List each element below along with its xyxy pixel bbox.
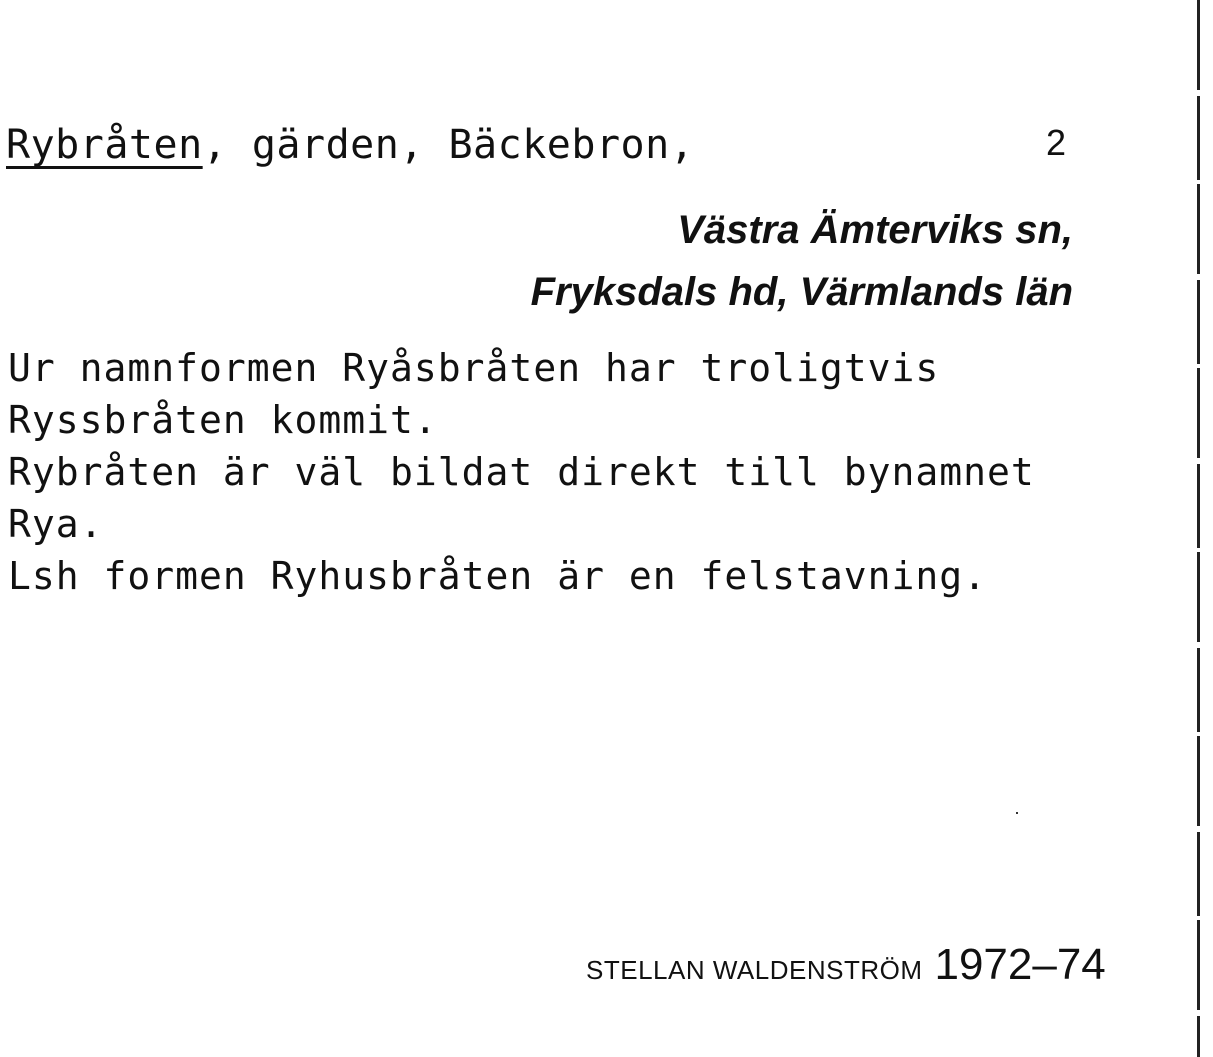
card-edge-divider [1197,0,1200,1057]
body-line: Lsh formen Ryhusbråten är en felstavning. [8,554,987,598]
signature-years: 1972–74 [934,940,1106,989]
place-name: Rybråten [6,122,203,168]
body-line: Ryssbråten kommit. [8,398,438,442]
body-line: Ur namnformen Ryåsbråten har troligtvis [8,346,940,390]
card-number: 2 [1046,122,1067,163]
card-body [8,342,1035,602]
location-county: Fryksdals hd, Värmlands län [530,270,1073,314]
signature-name: STELLAN WALDENSTRÖM [586,955,923,985]
speck [1016,812,1018,814]
body-line: Rybråten är väl bildat direkt till bynamnet [8,450,1035,494]
card-heading [6,122,694,168]
body-line: Rya. [8,502,104,546]
signature-stamp [586,940,1106,990]
heading-rest: , gärden, Bäckebron, [202,122,695,168]
location-parish: Västra Ämterviks sn, [677,208,1073,252]
